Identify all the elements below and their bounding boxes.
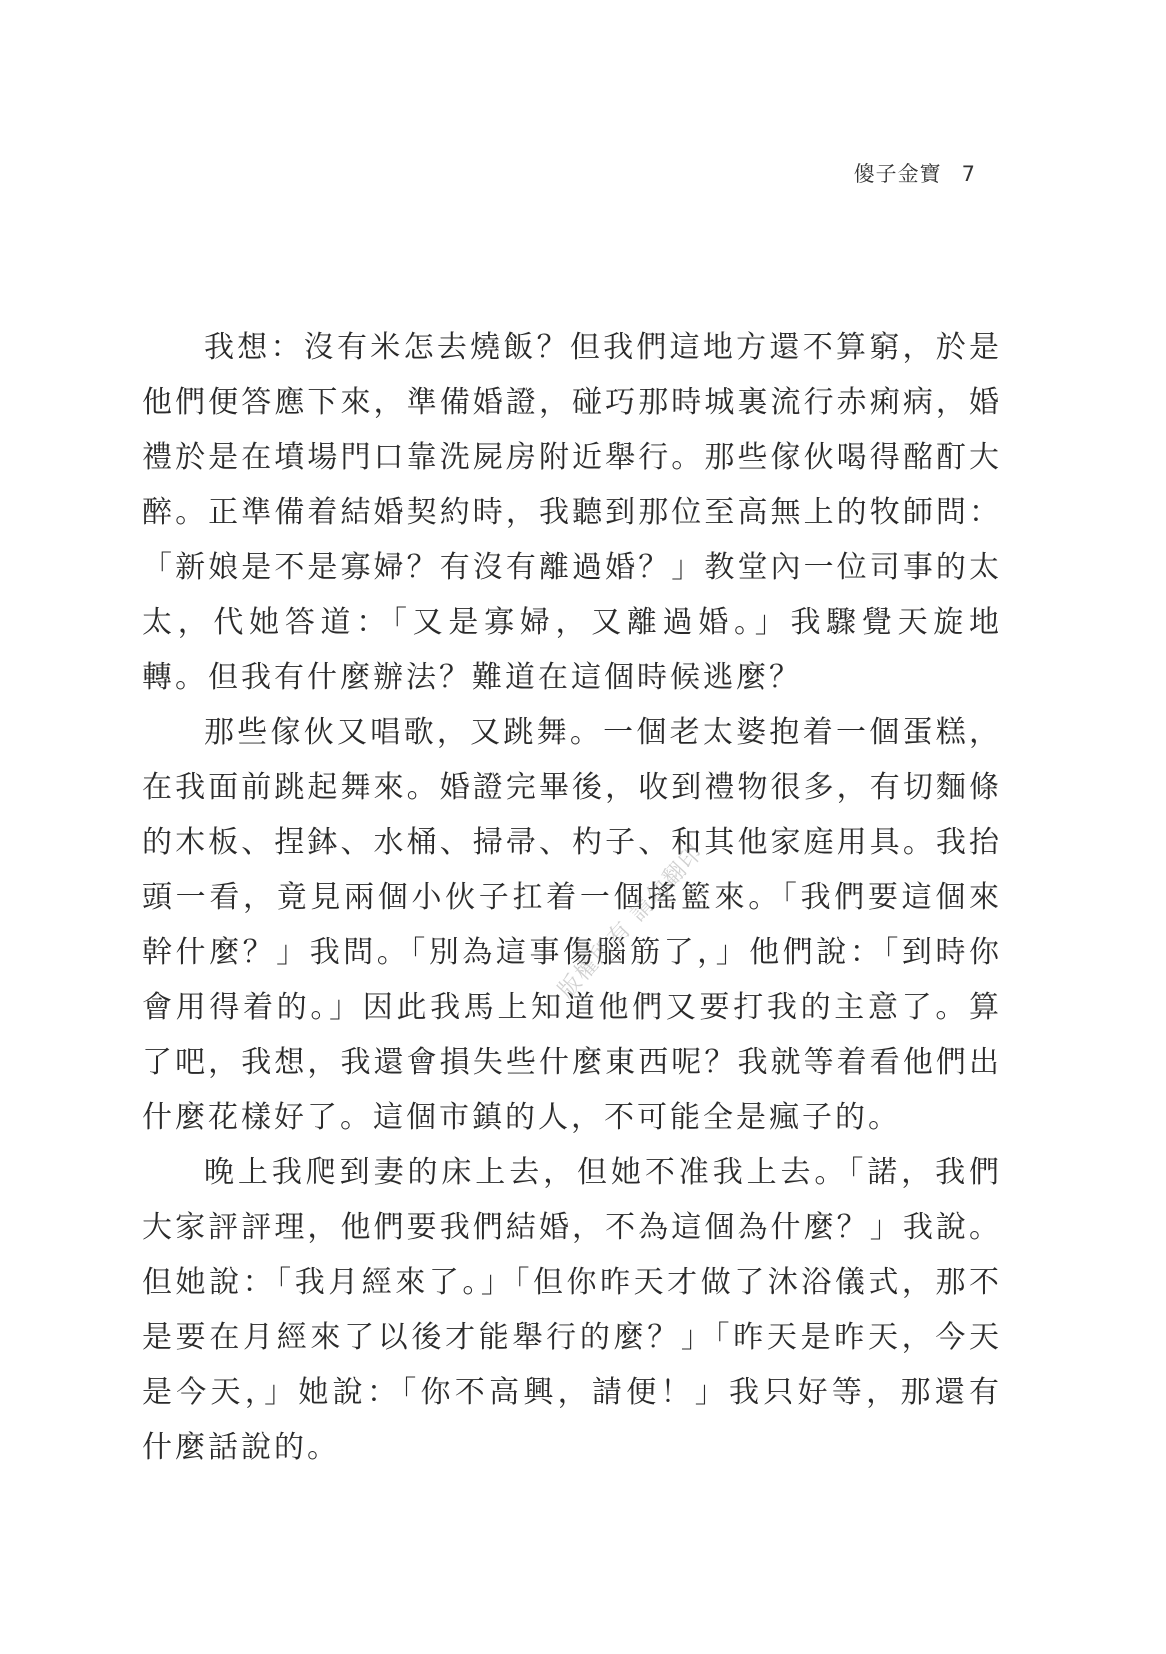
paragraph-1: 我想：沒有米怎去燒飯？但我們這地方還不算窮，於是他們便答應下來，準備婚證，碰巧那時城裏流行赤痢病，婚禮於是在墳場門口靠洗屍房附近舉行。那些傢伙喝得酩酊大醉。正準備着結婚契約時，我聽到那位至高無上的牧師問：「新娘是不是寡婦？有沒有離過婚？」教堂內一位司事的太太，代她答道：「又是寡婦，又離過婚。」我驟覺天旋地轉。但我有什麼辦法？難道在這個時候逃麼？ — [142, 330, 1002, 695]
body-text — [142, 320, 1002, 1475]
paragraph-2: 那些傢伙又唱歌，又跳舞。一個老太婆抱着一個蛋糕，在我面前跳起舞來。婚證完畢後，收到禮物很多，有切麵條的木板、捏鉢、水桶、掃帚、杓子、和其他家庭用具。我抬頭一看，竟見兩個小伙子扛着一個搖籃來。「我們要這個來幹什麼？」我問。「別為這事傷腦筋了，」他們說：「到時你會用得着的。」因此我馬上知道他們又要打我的主意了。算了吧，我想，我還會損失些什麼東西呢？我就等着看他們出什麼花樣好了。這個市鎮的人，不可能全是瘋子的。 — [142, 715, 1002, 1135]
paragraph-3: 晚上我爬到妻的床上去，但她不准我上去。「諾，我們大家評評理，他們要我們結婚，不為這個為什麼？」我說。但她說：「我月經來了。」「但你昨天才做了沐浴儀式，那不是要在月經來了以後才能舉行的麼？」「昨天是昨天，今天是今天，」她說：「你不高興，請便！」我只好等，那還有什麼話說的。 — [142, 1155, 1002, 1465]
book-title: 傻子金寶 — [853, 162, 942, 186]
page-number: 7 — [961, 162, 976, 186]
running-header — [854, 158, 976, 188]
watermark-text: 版權所有 請勿翻印 — [553, 839, 710, 1004]
